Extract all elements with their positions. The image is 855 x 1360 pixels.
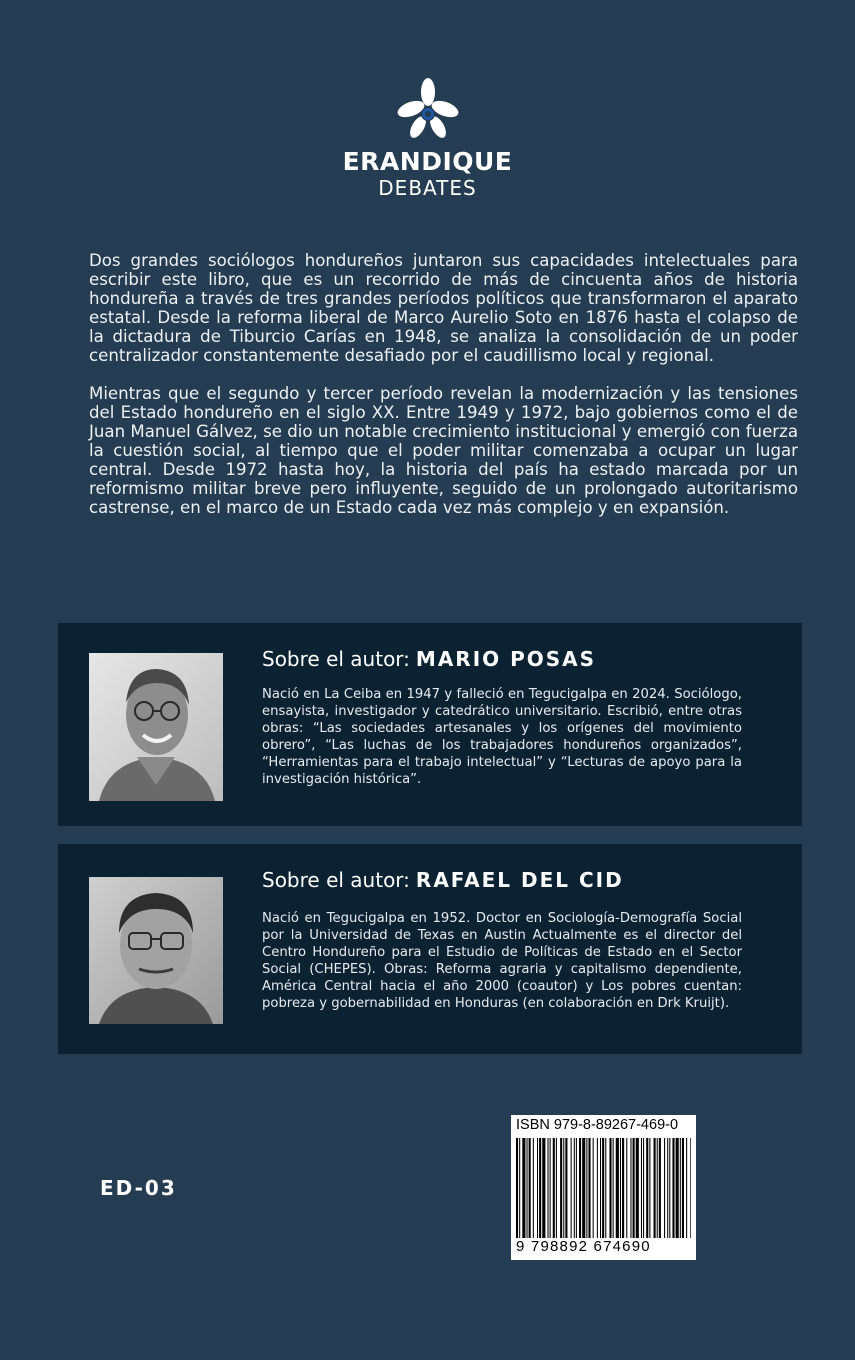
barcode-stripe: [522, 1138, 525, 1238]
barcode-stripe: [616, 1138, 619, 1238]
barcode-stripe: [667, 1138, 668, 1238]
barcode-bars: [516, 1138, 691, 1238]
publisher-logo: [0, 78, 855, 200]
barcode-stripe: [609, 1138, 611, 1238]
barcode-stripe: [680, 1138, 681, 1238]
barcode-stripe: [565, 1138, 567, 1238]
barcode-stripe: [576, 1138, 577, 1238]
barcode-stripe: [605, 1138, 606, 1238]
barcode-stripe: [646, 1138, 648, 1238]
barcode-stripe: [626, 1138, 627, 1238]
barcode-stripe: [542, 1138, 545, 1238]
barcode-stripe: [686, 1138, 687, 1238]
portrait-icon: [89, 653, 223, 801]
barcode-stripe: [597, 1138, 598, 1238]
barcode-stripe: [657, 1138, 658, 1238]
synopsis-paragraph: Dos grandes sociólogos hondureños juntaron sus capacidades intelectuales para escribir este libro, que es un recorrido de más de cincuenta años de historia hondureña a través de tres grandes períodos políticos que transformaron el aparato estatal. Desde la reforma liberal de Marco Aurelio Soto en 1876 hasta el colapso de la dictadura de Tiburcio Carías en 1948, se analiza la consolidación de un poder centralizador constantemente desafiado por el caudillismo local y regional.: [89, 251, 798, 365]
barcode-stripe: [579, 1138, 581, 1238]
barcode-stripe: [548, 1138, 549, 1238]
isbn-label: ISBN 979-8-89267-469-0: [516, 1117, 679, 1133]
barcode-stripe: [556, 1138, 557, 1238]
barcode-digits: 9 798892 674690: [516, 1238, 651, 1255]
barcode-stripe: [519, 1138, 520, 1238]
author-panel-posas: [58, 623, 802, 826]
author-name: MARIO POSAS: [415, 647, 597, 671]
author-label: Sobre el autor:: [262, 868, 410, 892]
barcode-stripe: [676, 1138, 679, 1238]
barcode-stripe: [537, 1138, 538, 1238]
barcode-stripe: [682, 1138, 684, 1238]
author-bio: Nació en La Ceiba en 1947 y falleció en Tegucigalpa en 2024. Sociólogo, ensayista, investigador y catedrático universitario. Escribió, entre otras obras: “Las sociedades artesanales y los orígenes del movimiento obrero”, “Las luchas de los trabajadores hondureños organizados”, “Herramientas para el trabajo intelectual” y “Lecturas de apoyo para la investigación histórica”.: [262, 687, 742, 787]
author-photo: [89, 653, 223, 801]
flower-logo-icon: [397, 78, 459, 142]
barcode-stripe: [672, 1138, 674, 1238]
barcode-stripe: [690, 1138, 691, 1238]
barcode-stripe: [622, 1138, 624, 1238]
brand-subtitle: DEBATES: [378, 176, 477, 200]
author-panel-delcid: [58, 844, 802, 1054]
author-bio: Nació en Tegucigalpa en 1952. Doctor en Sociología-Demografía Social por la Universidad de Texas en Austin Actualmente es el director del Centro Hondureño para el Estudio de Políticas de Estado en el Sector Social (CHEPES). Obras: Reforma agraria y capitalismo dependiente, América Central hacia el año 2000 (coautor) y Los pobres cuentan: pobreza y gobernabilidad en Honduras (en colaboración en Drk Kruijt).: [262, 911, 742, 1011]
barcode-stripe: [516, 1138, 518, 1238]
barcode-stripe: [600, 1138, 601, 1238]
author-name: RAFAEL DEL CID: [415, 868, 624, 892]
barcode-stripe: [593, 1138, 594, 1238]
barcode-stripe: [636, 1138, 639, 1238]
barcode-stripe: [527, 1138, 528, 1238]
barcode-stripe: [620, 1138, 621, 1238]
barcode-stripe: [613, 1138, 614, 1238]
author-photo: [89, 877, 223, 1024]
barcode-stripe: [664, 1138, 665, 1238]
barcode-stripe: [633, 1138, 635, 1238]
barcode-stripe: [553, 1138, 555, 1238]
back-cover-synopsis: [89, 251, 798, 536]
barcode-stripe: [602, 1138, 604, 1238]
barcode-stripe: [643, 1138, 644, 1238]
author-label: Sobre el autor:: [262, 647, 410, 671]
barcode-stripe: [529, 1138, 531, 1238]
synopsis-paragraph: Mientras que el segundo y tercer período revelan la modernización y las tensiones del Estado hondureño en el siglo XX. Entre 1949 y 1972, bajo gobiernos como el de Juan Manuel Gálvez, se dio un notable crecimiento institucional y emergió con fuerza la cuestión social, al tiempo que el poder militar comenzaba a ocupar un lugar central. Desde 1972 hasta hoy, la historia del país ha estado marcada por un reformismo militar breve pero influyente, seguido de un prolongado autoritarismo castrense, en el marco de un Estado cada vez más complejo y en expansión.: [89, 384, 798, 517]
barcode-stripe: [563, 1138, 564, 1238]
isbn-barcode: [511, 1115, 696, 1260]
barcode-stripe: [533, 1138, 534, 1238]
author-heading: [262, 868, 624, 892]
brand-name: ERANDIQUE: [342, 147, 513, 176]
barcode-stripe: [571, 1138, 572, 1238]
barcode-stripe: [659, 1138, 661, 1238]
barcode-stripe: [574, 1138, 575, 1238]
series-code: ED-03: [100, 1176, 177, 1200]
barcode-stripe: [550, 1138, 551, 1238]
barcode-stripe: [586, 1138, 587, 1238]
barcode-stripe: [654, 1138, 656, 1238]
barcode-stripe: [649, 1138, 650, 1238]
barcode-stripe: [582, 1138, 585, 1238]
author-heading: [262, 647, 596, 671]
barcode-stripe: [641, 1138, 642, 1238]
barcode-stripe: [539, 1138, 541, 1238]
barcode-stripe: [560, 1138, 562, 1238]
barcode-stripe: [630, 1138, 631, 1238]
barcode-stripe: [588, 1138, 590, 1238]
portrait-icon: [89, 877, 223, 1024]
barcode-stripe: [669, 1138, 670, 1238]
